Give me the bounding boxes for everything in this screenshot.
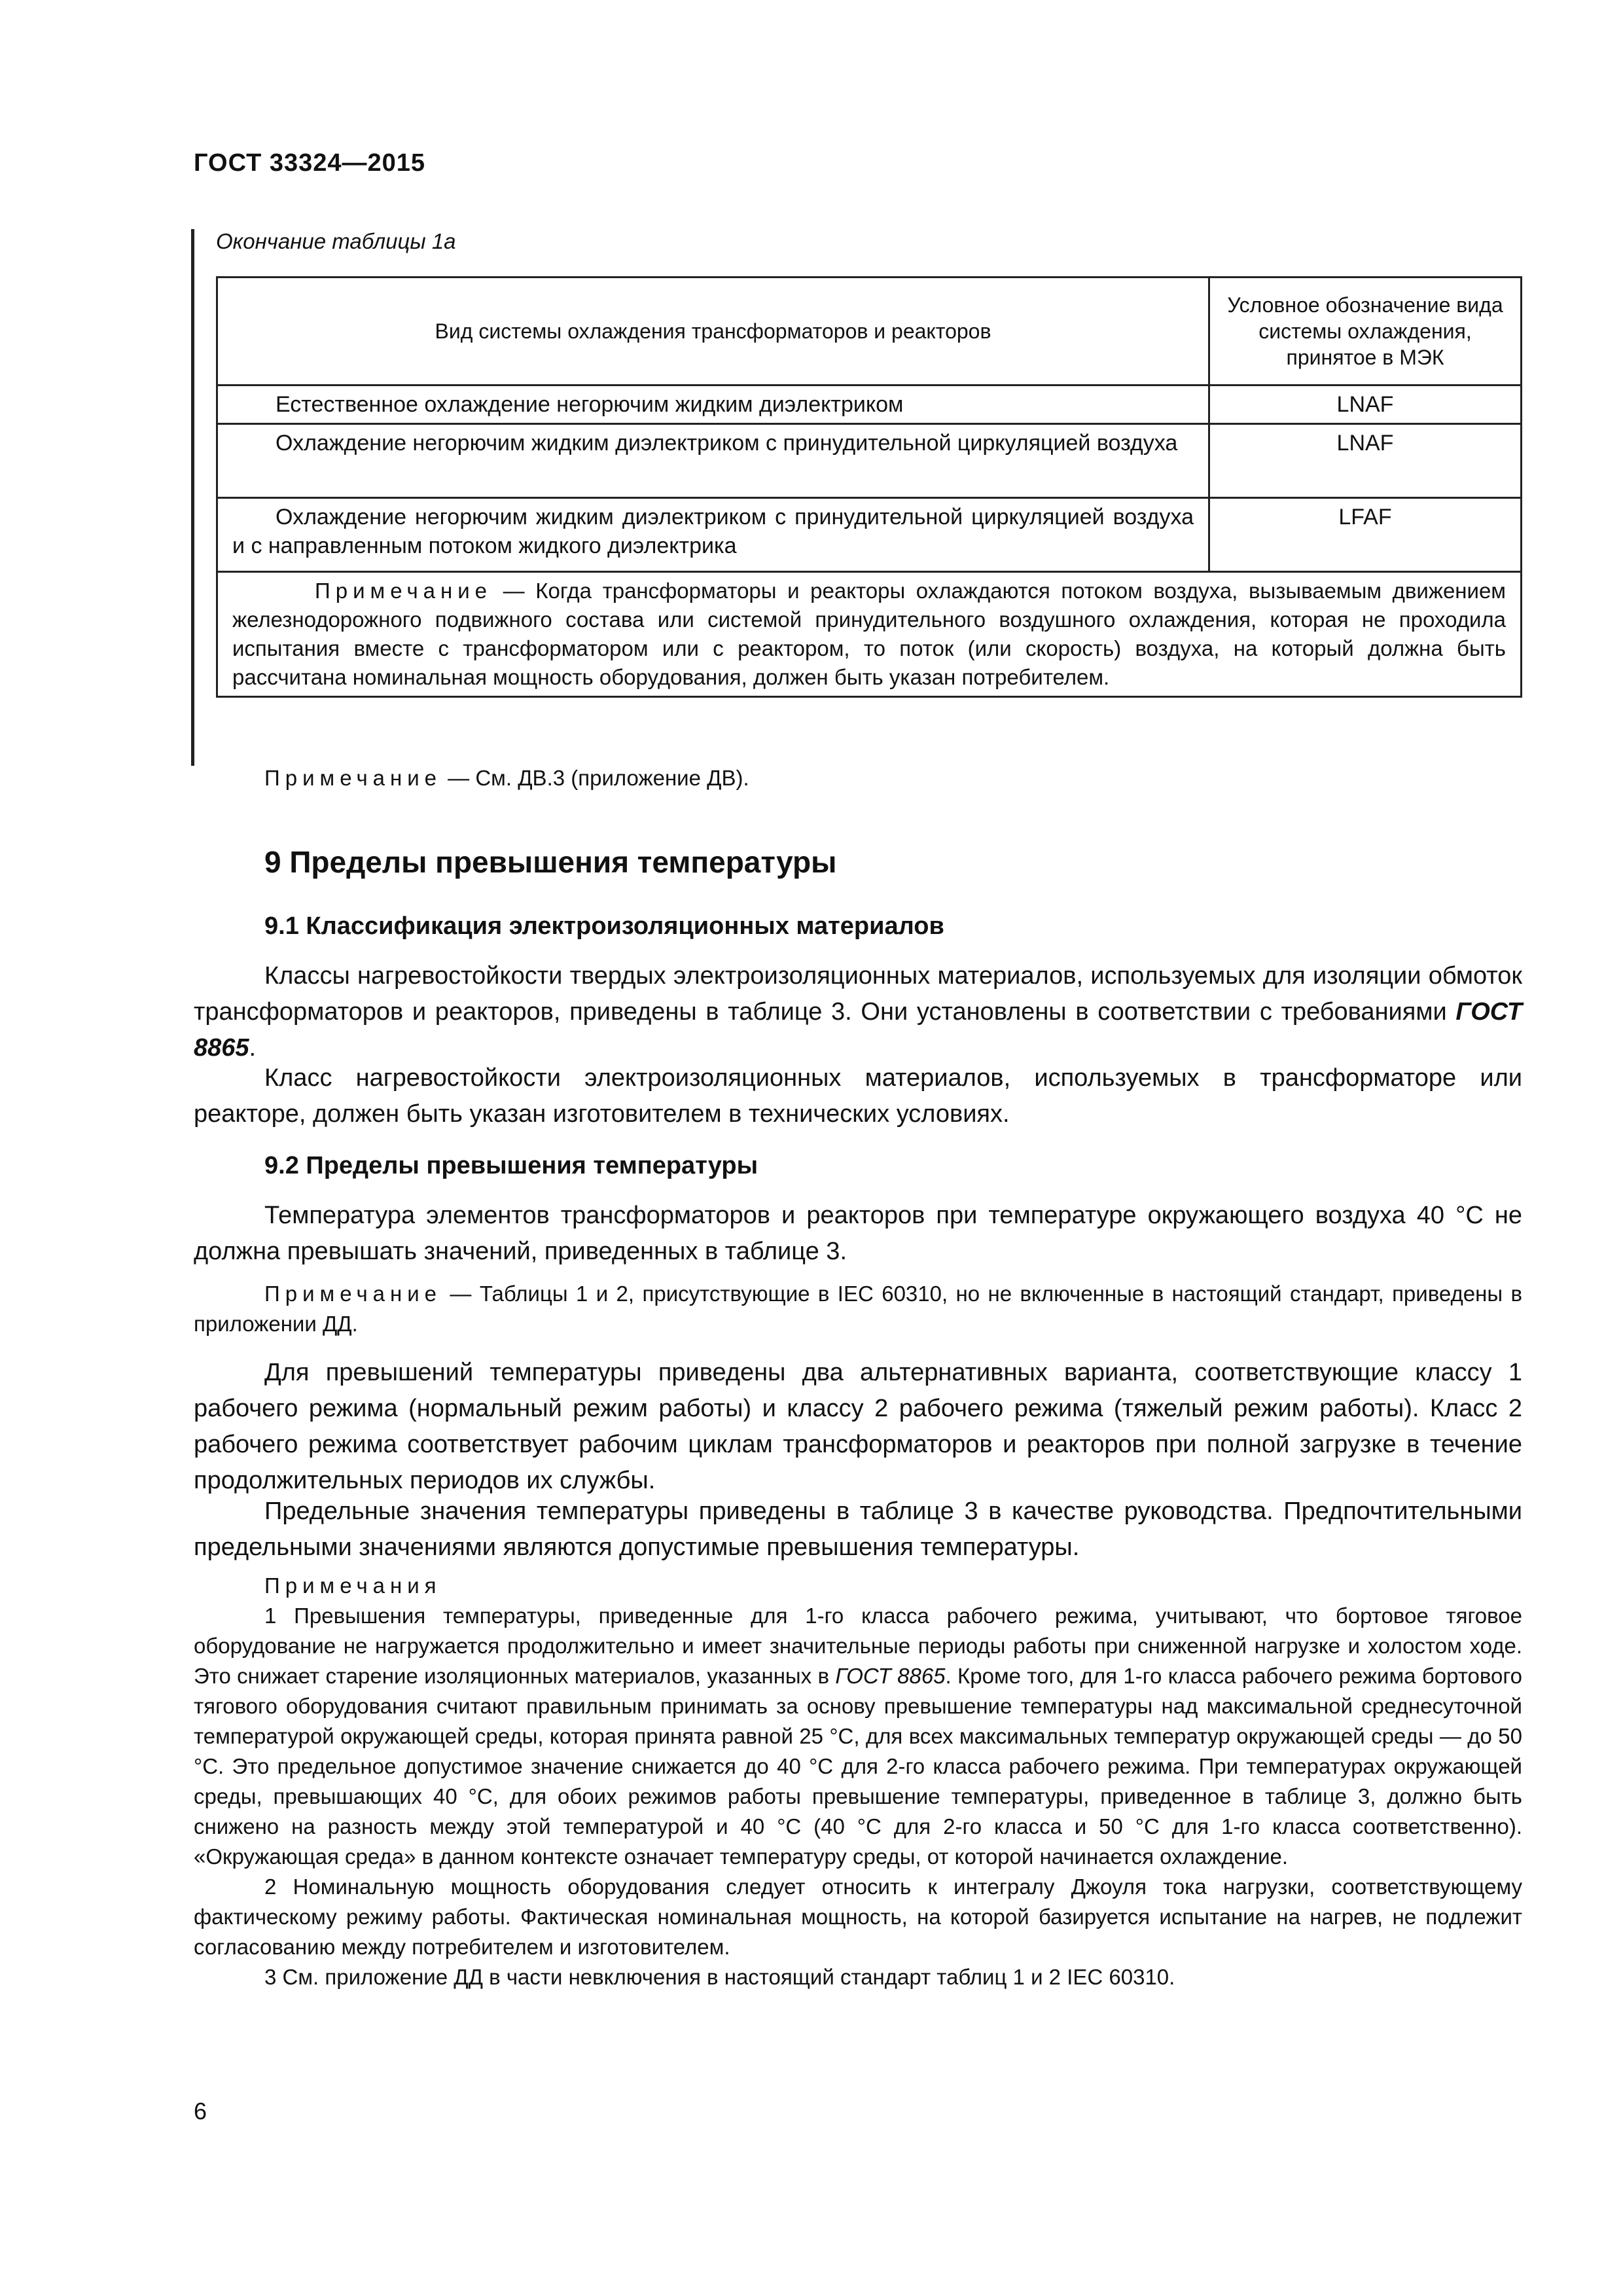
note-text: 1 Превышения температуры, приведенные для 1-го класса рабочего режима, учитывают, что бортовое тяговое оборудование не нагружается продолжительно и имеет значительные периоды работы при сниженной нагрузке и холостом ходе. Это снижает старение изоляционных материалов, указанных в [194, 1604, 1522, 1688]
paragraph: Температура элементов трансформаторов и реакторов при температуре окружающего воздуха 40 °С не должна превышать значений, приведенных в таблице 3. [194, 1202, 1522, 1265]
iec-code-cell: LFAF [1209, 498, 1522, 572]
table-caption: Окончание таблицы 1а [216, 229, 456, 253]
notes-label: Примечания [264, 1573, 442, 1598]
cooling-type-cell: Охлаждение негорючим жидким диэлектриком с принудительной циркуляцией воздуха и с направленным потоком жидкого диэлектрика [217, 498, 1209, 572]
section-9-2-title: 9.2 Пределы превышения температуры [264, 1152, 758, 1179]
paragraph: Класс нагревостойкости электроизоляционных материалов, используемых в трансформаторе или реакторе, должен быть указан изготовителем в технических условиях. [194, 1064, 1522, 1128]
note-item: 2 Номинальную мощность оборудования следует относить к интегралу Джоуля тока нагрузки, соответствующему фактическому режиму работы. Фактическая номинальная мощность, на которой базируется испытание на нагрев, не подлежит согласованию между потребителем и изготовителем. [194, 1874, 1522, 1959]
note-label: Примечание [315, 579, 493, 603]
standard-reference: ГОСТ 8865 [194, 998, 1522, 1062]
section-9-title: 9 Пределы превышения температуры [264, 845, 837, 879]
table-header-type: Вид системы охлаждения трансформаторов и реакторов [217, 278, 1209, 386]
change-bar [191, 229, 194, 766]
table-row [217, 386, 1522, 424]
paragraph [194, 958, 1522, 1066]
cooling-type-cell: Охлаждение негорючим жидким диэлектриком с принудительной циркуляцией воздуха [217, 424, 1209, 498]
paragraph-text: Классы нагревостойкости твердых электроизоляционных материалов, используемых для изоляции обмоток трансформаторов и реакторов, приведены в таблице 3. Они установлены в соответствии с требованиями [194, 962, 1522, 1026]
table-note-row [217, 572, 1522, 697]
note-label: Примечание [264, 766, 442, 790]
table-header-code: Условное обозначение вида системы охлаждения, принятое в МЭК [1209, 278, 1522, 386]
notes-block [194, 1571, 1522, 1992]
page-number: 6 [194, 2098, 207, 2125]
table-note [217, 572, 1522, 697]
standard-reference: ГОСТ 8865 [835, 1664, 946, 1688]
table-row [217, 498, 1522, 572]
cooling-type-cell: Естественное охлаждение негорючим жидким диэлектриком [217, 386, 1209, 424]
cooling-systems-table [216, 276, 1522, 698]
note-text: — См. ДВ.3 (приложение ДВ). [442, 766, 749, 790]
note [194, 1279, 1522, 1339]
paragraph-text: . [249, 1034, 257, 1062]
table-row [217, 424, 1522, 498]
note-text: . Кроме того, для 1-го класса рабочего режима бортового тягового оборудования считают правильным принимать за основу превышение температуры над максимальной среднесуточной температурой окружающей среды, которая принята равной 25 °С, для всех максимальных температур окружающей среды — до 50 °С. Это предельное допустимое значение снижается до 40 °С для 2-го класса рабочего режима. При температурах окружающей среды, превышающих 40 °С, для обоих режимов работы превышение температуры, приведенное в таблице 3, должно быть снижено на разность между этой температурой и 40 °С (40 °С для 2-го класса и 50 °С для 1-го класса соответственно). «Окружающая среда» в данном контексте означает температуру среды, от которой начинается охлаждение. [194, 1664, 1523, 1869]
section-9-1-title: 9.1 Классификация электроизоляционных материалов [264, 912, 944, 940]
table-header-row [217, 278, 1522, 386]
paragraph: Для превышений температуры приведены два альтернативных варианта, соответствующие классу 1 рабочего режима (нормальный режим работы) и классу 2 рабочего режима (тяжелый режим работы). Класс 2 рабочего режима соответствует рабочим циклам трансформаторов и реакторов при полной загрузке в течение продолжительных периодов их службы. [194, 1359, 1522, 1494]
note-item: 3 См. приложение ДД в части невключения в настоящий стандарт таблиц 1 и 2 IEC 60310. [264, 1965, 1175, 1989]
paragraph: Предельные значения температуры приведены в таблице 3 в качестве руководства. Предпочтительными предельными значениями являются допустимые превышения температуры. [194, 1498, 1522, 1561]
document-code: ГОСТ 33324—2015 [194, 149, 426, 177]
after-table-note [194, 763, 1522, 793]
note-label: Примечание [264, 1282, 442, 1306]
iec-code-cell: LNAF [1209, 386, 1522, 424]
note-text: — Таблицы 1 и 2, присутствующие в IEC 60310, но не включенные в настоящий стандарт, приведены в приложении ДД. [194, 1282, 1522, 1336]
iec-code-cell: LNAF [1209, 424, 1522, 498]
note-item [194, 1601, 1522, 1872]
note-text: — Когда трансформаторы и реакторы охлаждаются потоком воздуха, вызываемым движением железнодорожного подвижного состава или системой принудительного воздушного охлаждения, которая не проходила испытания вместе с трансформатором или с реактором, то поток (или скорость) воздуха, на который должна быть рассчитана номинальная мощность оборудования, должен быть указан потребителем. [232, 579, 1506, 689]
